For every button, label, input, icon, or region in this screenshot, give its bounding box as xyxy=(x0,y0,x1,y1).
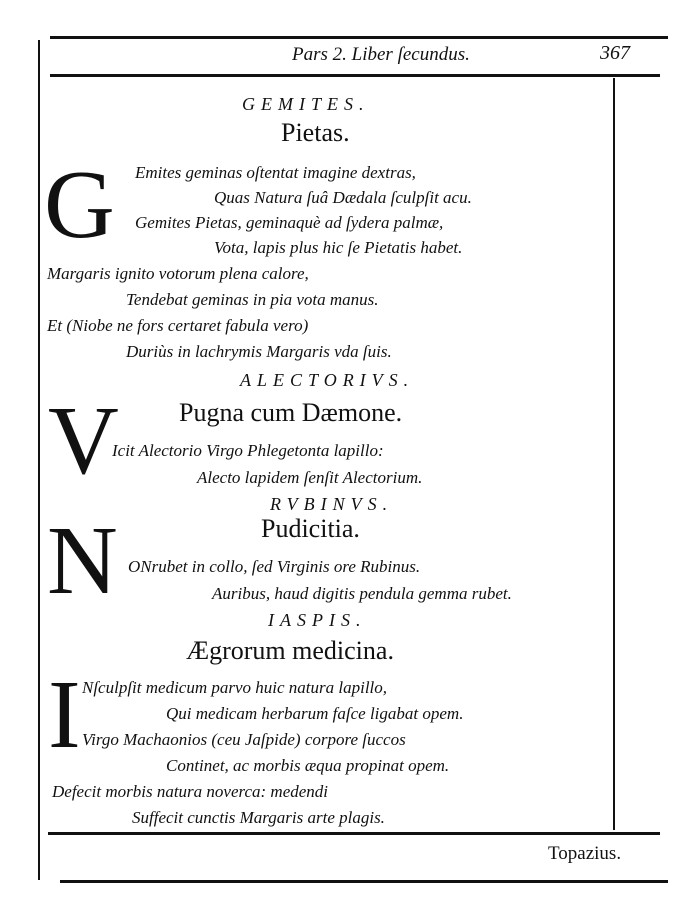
running-head: Pars 2. Liber ſecundus. xyxy=(292,44,470,65)
virtue-title-aegrorum: Ægrorum medicina. xyxy=(186,636,394,665)
virtue-title-pudicitia: Pudicitia. xyxy=(261,514,360,543)
verse-line: ONrubet in collo, ſed Virginis ore Rubinus. xyxy=(128,557,421,576)
verse-line: Virgo Machaonios (ceu Jaſpide) corpore ſuccos xyxy=(82,730,406,749)
virtue-title-pugna: Pugna cum Dæmone. xyxy=(179,398,403,427)
verse-line: Auribus, haud digitis pendula gemma rubet. xyxy=(212,584,512,603)
verse-line: Et (Niobe ne fors certaret fabula vero) xyxy=(47,316,309,335)
verse-line: Quas Natura ſuâ Dædala ſculpſit acu. xyxy=(214,188,472,207)
verse-line: Vota, lapis plus hic ſe Pietatis habet. xyxy=(214,238,463,257)
stone-heading-gemites: GEMITES. xyxy=(242,94,370,114)
verse-line: Icit Alectorio Virgo Phlegetonta lapillo: xyxy=(112,441,384,460)
left-margin-rule xyxy=(38,40,40,880)
verse-line: Gemites Pietas, geminaquè ad ſydera palmæ, xyxy=(135,213,444,232)
right-margin-rule xyxy=(613,78,615,830)
virtue-title-pietas: Pietas. xyxy=(281,118,350,147)
verse-line: Tendebat geminas in pia vota manus. xyxy=(126,290,379,309)
top-rule xyxy=(50,36,668,39)
footer-rule xyxy=(60,880,668,883)
stone-heading-rubinus: RVBINVS. xyxy=(270,494,394,514)
verse-line: Alecto lapidem ſenſit Alectorium. xyxy=(197,468,423,487)
stone-heading-alectorius: ALECTORIVS. xyxy=(240,370,415,390)
header-rule xyxy=(50,74,660,77)
drop-cap-g: G xyxy=(44,151,115,259)
verse-line: Continet, ac morbis æqua propinat opem. xyxy=(166,756,450,775)
verse-line: Suffecit cunctis Margaris arte plagis. xyxy=(132,808,385,827)
drop-cap-v: V xyxy=(48,387,119,495)
verse-line: Qui medicam herbarum faſce ligabat opem. xyxy=(166,704,464,723)
drop-cap-i: I xyxy=(48,661,81,769)
verse-line: Margaris ignito votorum plena calore, xyxy=(47,264,309,283)
verse-line: Nſculpſit medicum parvo huic natura lapillo, xyxy=(82,678,388,697)
stone-heading-iaspis: IASPIS. xyxy=(268,610,367,630)
catchword: Topazius. xyxy=(548,843,622,864)
bottom-rule xyxy=(48,832,660,835)
page-number: 367 xyxy=(600,42,630,64)
verse-line: Emites geminas oſtentat imagine dextras, xyxy=(135,163,416,182)
drop-cap-n: N xyxy=(47,507,118,615)
verse-line: Defecit morbis natura noverca: medendi xyxy=(52,782,329,801)
verse-line: Duriùs in lachrymis Margaris vda ſuis. xyxy=(126,342,392,361)
